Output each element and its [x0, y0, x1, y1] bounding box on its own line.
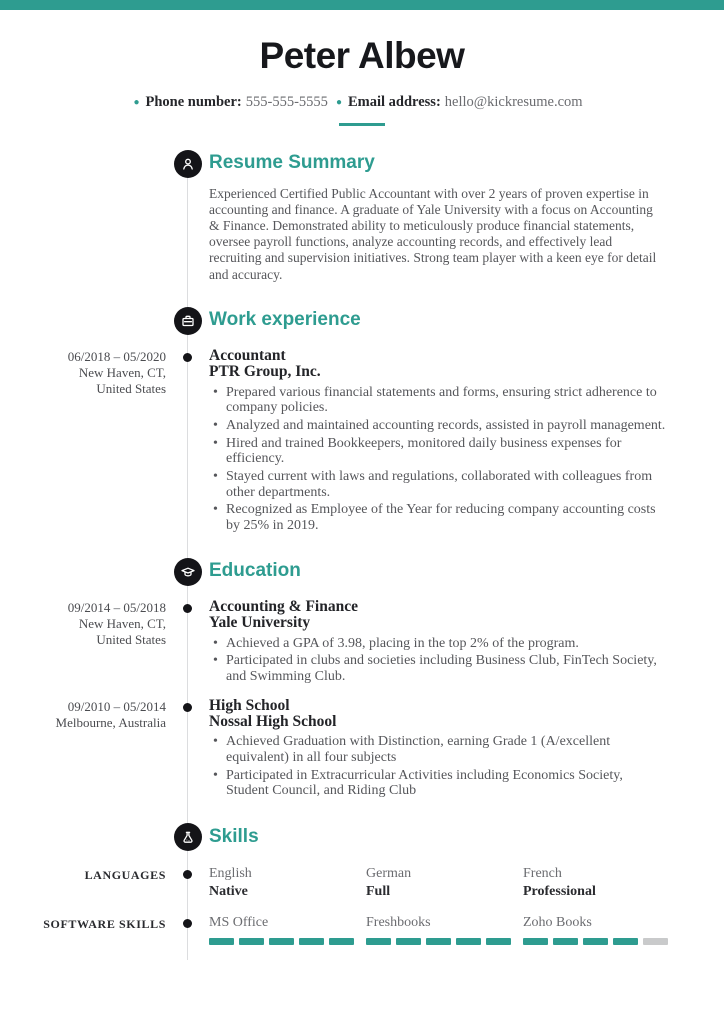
education-entry-dates: 09/2010 – 05/2014 [67, 698, 166, 714]
software-skill-item [209, 914, 366, 945]
work-entry-meta [0, 348, 166, 534]
resume-body [0, 150, 724, 945]
section-education [0, 558, 724, 799]
education-entry-meta [0, 698, 166, 800]
software-skill-item [366, 914, 523, 945]
education-entry-bullets [209, 636, 666, 685]
briefcase-icon [174, 307, 202, 335]
bullet-item: • Achieved a GPA of 3.98, placing in the top 2% of the program. [209, 636, 666, 652]
email-bullet-icon: ● [335, 96, 342, 108]
education-heading: Education [209, 560, 301, 582]
bullet-item: • Participated in clubs and societies including Business Club, FinTech Society, and Swimming Club. [209, 653, 666, 684]
language-item [366, 865, 523, 900]
education-entry-bullets [209, 734, 666, 799]
language-level: Full [366, 883, 391, 899]
person-icon [174, 150, 202, 178]
work-entry-organization: PTR Group, Inc. [209, 363, 321, 381]
skill-level-bar [523, 938, 666, 945]
language-name: German [366, 866, 412, 882]
bullet-item: • Recognized as Employee of the Year for reducing company accounting costs by 25% in 2019. [209, 502, 666, 533]
software-skill-name: Freshbooks [366, 915, 431, 931]
languages-row [0, 865, 724, 900]
bullet-item: • Stayed current with laws and regulations, collaborated with colleagues from other departments. [209, 469, 666, 500]
education-entry [0, 599, 724, 685]
candidate-name: Peter Albew [259, 35, 465, 76]
work-heading: Work experience [209, 309, 361, 331]
accent-top-bar [0, 0, 724, 10]
skills-heading: Skills [209, 825, 259, 847]
languages-label: LANGUAGES [84, 868, 166, 883]
education-entry-location: Melbourne, Australia [55, 714, 166, 730]
section-work-experience [0, 307, 724, 534]
language-name: French [523, 866, 562, 882]
bullet-item: • Achieved Graduation with Distinction, earning Grade 1 (A/excellent equivalent) in all four subjects [209, 734, 666, 765]
language-level: Professional [523, 883, 596, 899]
skill-level-bar [209, 938, 366, 945]
header-divider [339, 123, 385, 126]
skill-level-bar [366, 938, 523, 945]
email-value: hello@kickresume.com [444, 93, 583, 110]
work-entry-bullets [209, 385, 666, 534]
summary-text: Experienced Certified Public Accountant with over 2 years of proven expertise in accounting and finance. A graduate of Yale University with a focus on Accounting & Finance. Demonstrated ability to meticulously produce financial statements, oversee payroll functions, analyze accounting records, and effectively lead recruiting and supervision initiatives. Strong team player with a keen eye for detail and accuracy. [209, 185, 657, 282]
education-entry-organization: Nossal High School [209, 712, 337, 730]
section-summary [0, 150, 724, 283]
bullet-item: • Hired and trained Bookkeepers, monitored daily business expenses for efficiency. [209, 436, 666, 467]
education-entry-location: United States [96, 632, 166, 648]
timeline-dot [183, 353, 192, 362]
education-entry-organization: Yale University [209, 614, 311, 632]
bullet-item: • Prepared various financial statements and forms, ensuring strict adherence to company policies. [209, 385, 666, 416]
education-entry [0, 698, 724, 800]
work-entry-location: United States [96, 381, 166, 397]
software-skill-name: MS Office [209, 915, 269, 931]
bullet-item: • Analyzed and maintained accounting records, assisted in payroll management. [209, 418, 666, 434]
education-entry-dates: 09/2014 – 05/2018 [67, 599, 166, 615]
timeline-dot [183, 919, 192, 928]
phone-value: 555-555-5555 [245, 93, 328, 110]
graduation-cap-icon [174, 558, 202, 586]
education-entry-title: Accounting & Finance [209, 597, 358, 615]
timeline-dot [183, 870, 192, 879]
phone-bullet-icon: ● [133, 96, 140, 108]
timeline-dot [183, 604, 192, 613]
phone-label: Phone number: [145, 93, 242, 110]
education-entry-meta [0, 599, 166, 685]
language-name: English [209, 866, 252, 882]
flask-icon [174, 823, 202, 851]
language-item [523, 865, 666, 900]
work-entry-location: New Haven, CT, [78, 365, 166, 381]
resume-header [0, 0, 724, 126]
summary-heading: Resume Summary [209, 152, 375, 174]
work-entry-dates: 06/2018 – 05/2020 [67, 348, 166, 364]
section-skills [0, 823, 724, 945]
timeline-dot [183, 703, 192, 712]
email-label: Email address: [347, 93, 441, 110]
bullet-item: • Participated in Extracurricular Activities including Economics Society, Student Council, and Riding Club [209, 768, 666, 799]
software-skills-row [0, 914, 724, 945]
education-entry-title: High School [209, 696, 290, 714]
work-entry [0, 348, 724, 534]
language-item [209, 865, 366, 900]
software-skill-name: Zoho Books [523, 915, 592, 931]
contact-line [0, 94, 724, 111]
software-skills-label: SOFTWARE SKILLS [43, 917, 166, 932]
education-entry-location: New Haven, CT, [78, 615, 166, 631]
work-entry-title: Accountant [209, 346, 286, 364]
language-level: Native [209, 883, 248, 899]
software-skill-item [523, 914, 666, 945]
